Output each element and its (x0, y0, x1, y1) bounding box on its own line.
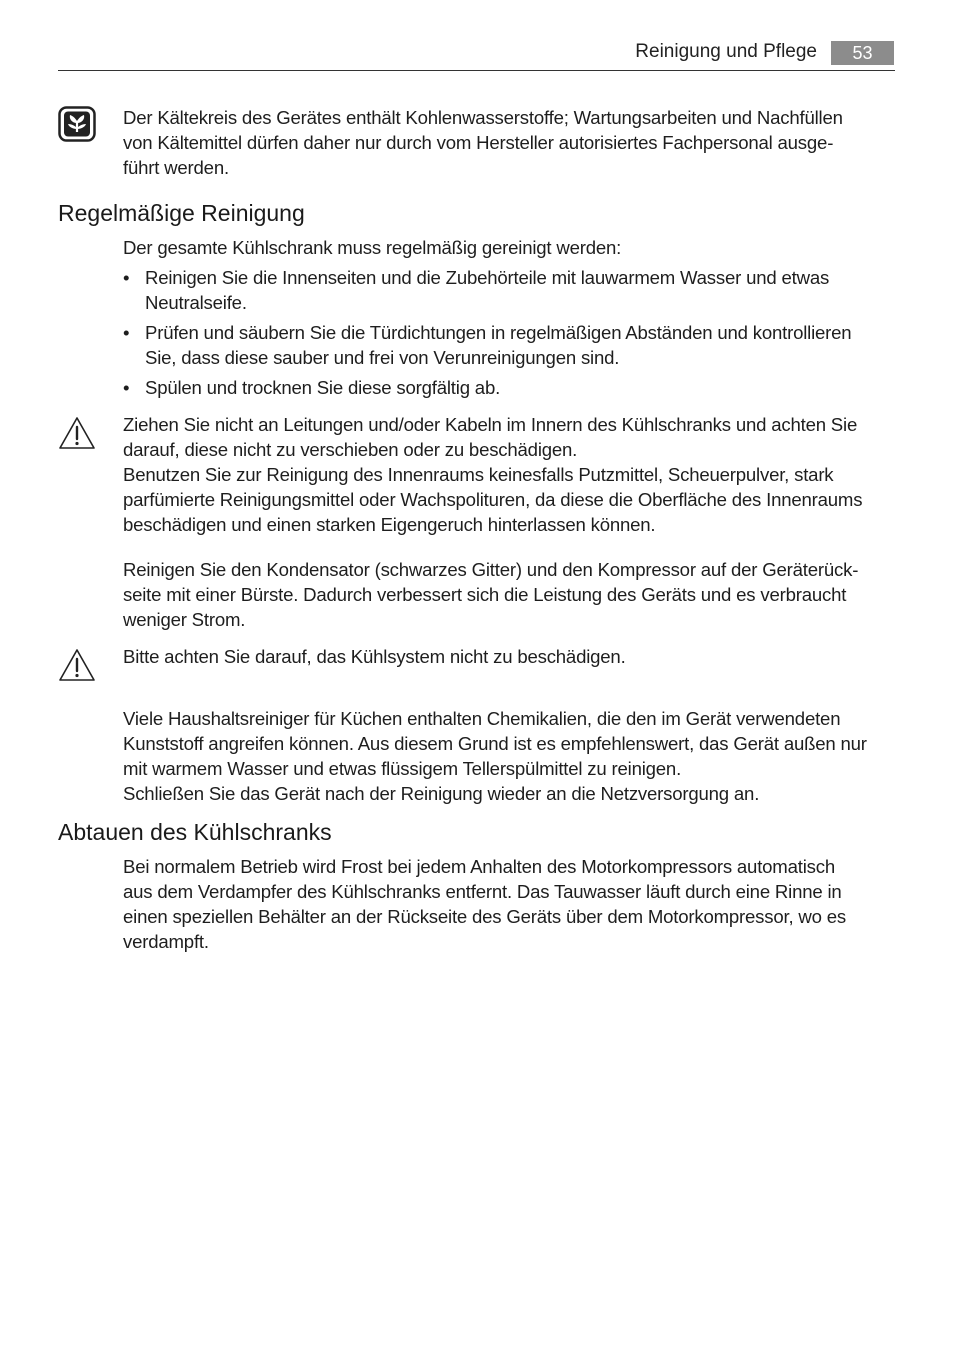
section-heading-regular-cleaning: Regelmäßige Reinigung (58, 200, 305, 226)
env-note-text (123, 105, 897, 180)
warning-triangle-icon (58, 647, 96, 688)
bullet-line: Sie, dass diese sauber und frei von Verunreinigungen sind. (145, 347, 620, 368)
running-header-title: Reinigung und Pflege (635, 41, 817, 62)
paragraph-line: mit warmem Wasser und etwas flüssigem Tellerspülmittel zu reinigen. (123, 758, 682, 779)
paragraph-line: Bei normalem Betrieb wird Frost bei jedem Anhalten des Motorkompressors automatisch (123, 856, 835, 877)
header-rule (58, 70, 895, 71)
list-item (123, 265, 897, 315)
bullet-dot: • (123, 377, 130, 398)
bullet-line: Reinigen Sie die Innenseiten und die Zubehörteile mit lauwarmem Wasser und etwas (145, 267, 830, 288)
defrosting-paragraph (123, 854, 897, 954)
paragraph-line: weniger Strom. (123, 609, 246, 630)
warning-line: beschädigen und einen starken Eigengeruch hinterlassen können. (123, 514, 656, 535)
env-note-line: Der Kältekreis des Gerätes enthält Kohlenwasserstoffe; Wartungsarbeiten und Nachfüllen (123, 107, 843, 128)
warning-cables-text (123, 412, 897, 537)
env-note-line: von Kältemittel dürfen daher nur durch vom Hersteller autorisiertes Fachpersonal ausge- (123, 132, 834, 153)
paragraph-line: Viele Haushaltsreiniger für Küchen enthalten Chemikalien, die den im Gerät verwendeten (123, 708, 841, 729)
paragraph-line: einen speziellen Behälter an der Rückseite des Geräts über dem Motorkompressor, wo es (123, 906, 846, 927)
warning-triangle-icon (58, 415, 96, 456)
paragraph-line: Reinigen Sie den Kondensator (schwarzes Gitter) und den Kompressor auf der Geräterück- (123, 559, 859, 580)
bullet-line: Neutralseife. (145, 292, 247, 313)
warning-line: Ziehen Sie nicht an Leitungen und/oder Kabeln im Innern des Kühlschranks und achten Sie (123, 414, 858, 435)
section-heading-defrosting: Abtauen des Kühlschranks (58, 819, 332, 845)
warning-line: Bitte achten Sie darauf, das Kühlsystem nicht zu beschädigen. (123, 646, 626, 667)
bullet-line: Prüfen und säubern Sie die Türdichtungen in regelmäßigen Abständen und kontrollieren (145, 322, 852, 343)
warning-line: parfümierte Reinigungsmittel oder Wachspolituren, da diese die Oberfläche des Innenraums (123, 489, 863, 510)
bullet-dot: • (123, 267, 130, 288)
warning-cooling-system-text (123, 644, 897, 669)
paragraph-line: Schließen Sie das Gerät nach der Reinigung wieder an die Netzversorgung an. (123, 783, 760, 804)
warning-line: Benutzen Sie zur Reinigung des Innenraums keinesfalls Putzmittel, Scheuerpulver, stark (123, 464, 834, 485)
intro-text: Der gesamte Kühlschrank muss regelmäßig gereinigt werden: (123, 237, 622, 258)
page-number: 53 (831, 41, 894, 65)
bullet-list (123, 265, 897, 400)
paragraph-line: Kunststoff angreifen können. Aus diesem Grund ist es empfehlenswert, das Gerät außen nur (123, 733, 867, 754)
paragraph-line: verdampft. (123, 931, 209, 952)
bullet-dot: • (123, 322, 130, 343)
env-note-line: führt werden. (123, 157, 229, 178)
warning-line: darauf, diese nicht zu verschieben oder zu beschädigen. (123, 439, 578, 460)
bullet-line: Spülen und trocknen Sie diese sorgfältig ab. (145, 377, 501, 398)
environment-flower-icon (58, 106, 96, 147)
paragraph-line: seite mit einer Bürste. Dadurch verbessert sich die Leistung des Geräts und es verbraucht (123, 584, 847, 605)
cleaner-paragraph (123, 706, 897, 806)
list-item (123, 320, 897, 370)
condenser-paragraph (123, 557, 897, 632)
cleaning-instructions (123, 235, 897, 405)
paragraph-line: aus dem Verdampfer des Kühlschranks entfernt. Das Tauwasser läuft durch eine Rinne in (123, 881, 842, 902)
list-item (123, 375, 897, 400)
